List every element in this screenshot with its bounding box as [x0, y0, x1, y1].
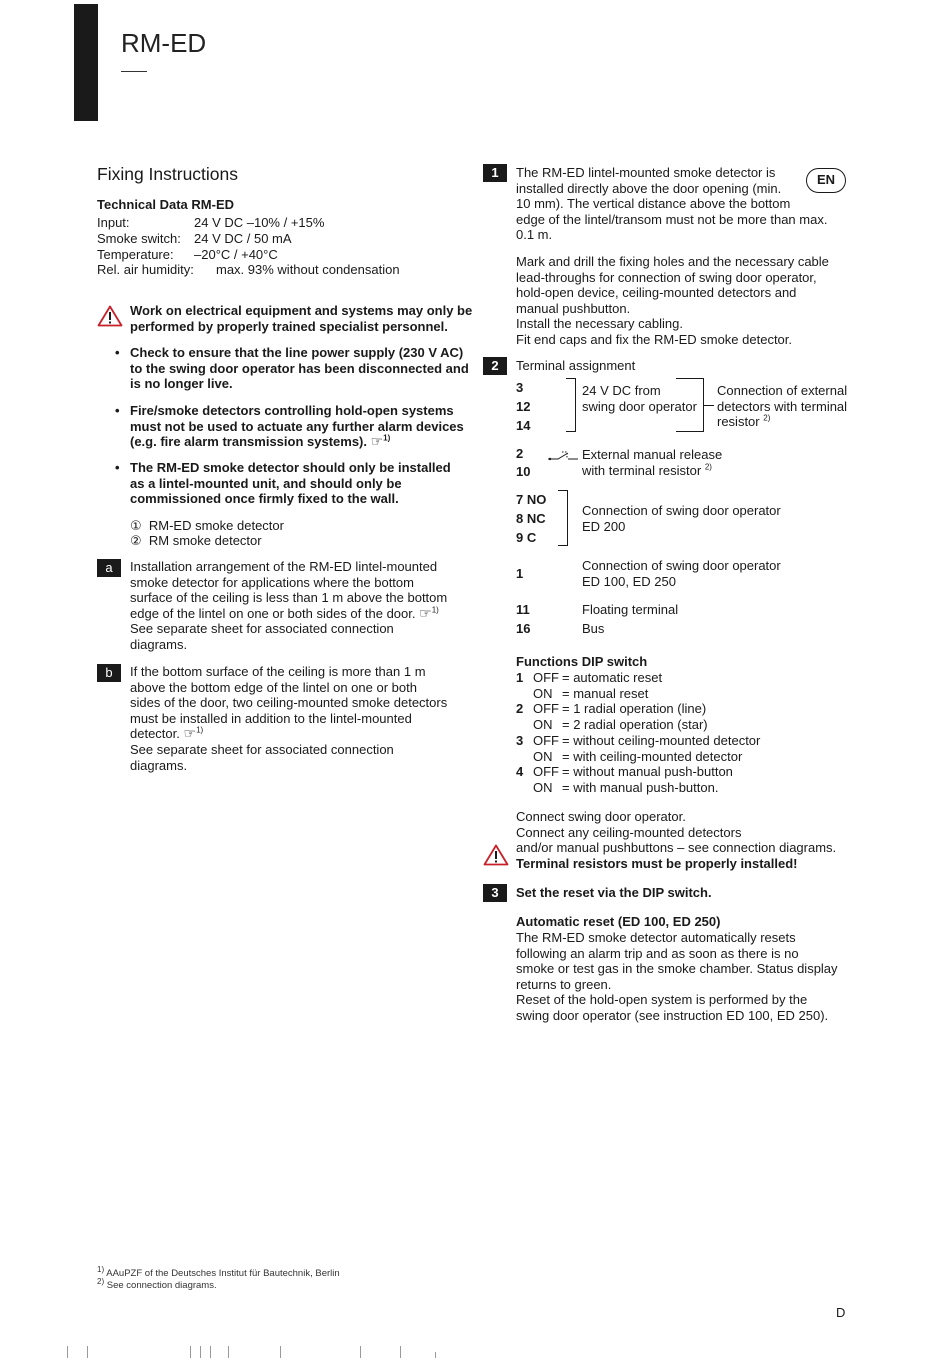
pointing-hand-icon: ☞ [419, 604, 432, 621]
terminal-number: 8 NC [516, 511, 546, 526]
dip-row: 2 OFF = 1 radial operation (line) [516, 701, 707, 716]
bullet-item: • Check to ensure that the line power supply (230 V AC) to the swing door operator has been disconnected and is no longer live. [115, 345, 469, 392]
connect-text: Connect swing door operator. Connect any ceiling-mounted detectors and/or manual pushbuttons – see connection diagrams. Terminal resistors must be properly installed! [516, 809, 837, 871]
bracket [566, 378, 576, 432]
tech-row: Smoke switch: 24 V DC / 50 mA [97, 231, 292, 246]
language-badge: EN [806, 168, 846, 193]
bracket-tick [704, 405, 714, 406]
step-3-subtitle: Automatic reset (ED 100, ED 250) [516, 914, 721, 929]
pointing-hand-icon: ☞ [370, 433, 384, 450]
dip-row: ON = manual reset [533, 686, 649, 701]
terminal-number: 12 [516, 399, 531, 414]
step-a-text: Installation arrangement of the RM-ED lintel-mounted smoke detector for applications where the bottom surface of the ceiling is less than 1 m above the bottom edge of the lintel on one or both sides of the door. ☞$^{1)}$ See separate sheet for associated connection diagrams. [130, 559, 448, 652]
switch-symbol-icon [548, 450, 580, 472]
title-underline [121, 71, 147, 72]
tech-row: Rel. air humidity: max. 93% without condensation [97, 262, 400, 277]
terminal-number: 11 [516, 602, 530, 617]
legend-item: ② RM smoke detector [130, 533, 262, 548]
document-title: RM-ED [121, 28, 207, 58]
step-3-text: The RM-ED smoke detector automatically resets following an alarm trip and as soon as there is no smoke or test gas in the smoke chamber. Status display returns to green. Reset of the hold-open system is performed by the swing door operator (see instruction ED 100, ED 250). [516, 930, 838, 1023]
step-1-text-2: Mark and drill the fixing holes and the necessary cable lead-throughs for connection of swing door operator, hold-open device, ceiling-mounted detectors and manual pushbutton. Install the necessary cabling. Fit end caps and fix the RM-ED smoke detector. [516, 254, 829, 347]
step-b-text: If the bottom surface of the ceiling is more than 1 m above the bottom edge of the lintel on one or both sides of the door, two ceiling-mounted smoke detectors must be installed in addition to the lintel-mounted detector. ☞$^{1)}$ See separate sheet for associated connection diagrams. [130, 664, 448, 773]
section-heading: Fixing Instructions [97, 164, 239, 184]
terminal-desc: Connection of swing door operator ED 200 [582, 503, 781, 534]
terminal-desc-right: Connection of external detectors with terminal resistor $^{2)}$ [717, 383, 848, 430]
terminal-desc: 24 V DC from swing door operator [582, 383, 697, 414]
bullet-item: • Fire/smoke detectors controlling hold-open systems must not be used to actuate any further alarm devices (e.g. fire alarm transmission systems). ☞$^{1)}$ [115, 403, 464, 450]
footnote: $^{1)}$ AAuPZF of the Deutsches Institut für Bautechnik, Berlin [97, 1264, 340, 1279]
terminal-desc: External manual release with terminal resistor $^{2)}$ [582, 447, 723, 478]
warning-triangle-icon [483, 844, 509, 866]
step-badge-2: 2 [483, 357, 507, 375]
step-3-title: Set the reset via the DIP switch. [516, 885, 712, 900]
dip-row: 4 OFF = without manual push-button [516, 764, 733, 779]
dip-row: 3 OFF = without ceiling-mounted detector [516, 733, 761, 748]
step-badge-b: b [97, 664, 121, 682]
warning-text: Work on electrical equipment and systems may only be performed by properly trained specialist personnel. [130, 303, 473, 334]
legend-item: ① RM-ED smoke detector [130, 518, 284, 533]
terminal-number: 2 [516, 446, 524, 461]
bottom-ticks [60, 1346, 460, 1360]
tech-data-heading: Technical Data RM-ED [97, 197, 235, 212]
dip-row: ON = with ceiling-mounted detector [533, 749, 743, 764]
pointing-hand-icon: ☞ [183, 725, 197, 742]
terminal-number: 9 C [516, 530, 537, 545]
page-letter: D [836, 1305, 846, 1320]
dip-row: 1 OFF = automatic reset [516, 670, 663, 685]
terminal-number: 7 NO [516, 492, 547, 507]
step-1-text: The RM-ED lintel-mounted smoke detector is installed directly above the door opening (min. 10 mm). The vertical distance above the bottom edge of the lintel/transom must not be more than max. 0.1 m. [516, 165, 828, 243]
step-badge-a: a [97, 559, 121, 577]
footnote: $^{2)}$ See connection diagrams. [97, 1276, 217, 1291]
step-badge-3: 3 [483, 884, 507, 902]
step-badge-1: 1 [483, 164, 507, 182]
bullet-item: • The RM-ED smoke detector should only be installed as a lintel-mounted unit, and should only be commissioned once firmly fixed to the wall. [115, 460, 451, 507]
terminal-number: 10 [516, 464, 531, 479]
terminal-number: 3 [516, 380, 524, 395]
header-black-bar [74, 4, 98, 121]
terminal-number: 16 [516, 621, 531, 636]
warning-triangle-icon [97, 305, 123, 327]
tech-row: Temperature: –20°C / +40°C [97, 247, 278, 262]
bracket [676, 378, 704, 432]
terminal-desc: Bus [582, 621, 605, 636]
terminal-assignment-title: Terminal assignment [516, 358, 636, 373]
dip-row: ON = with manual push-button. [533, 780, 719, 795]
terminal-desc: Floating terminal [582, 602, 679, 617]
terminal-desc: Connection of swing door operator ED 100, ED 250 [582, 558, 781, 589]
dip-title: Functions DIP switch [516, 654, 648, 669]
dip-row: ON = 2 radial operation (star) [533, 717, 708, 732]
terminal-number: 1 [516, 566, 524, 581]
tech-row: Input: 24 V DC –10% / +15% [97, 215, 325, 230]
terminal-number: 14 [516, 418, 531, 433]
footnotes [97, 1264, 340, 1291]
bracket [558, 490, 568, 546]
